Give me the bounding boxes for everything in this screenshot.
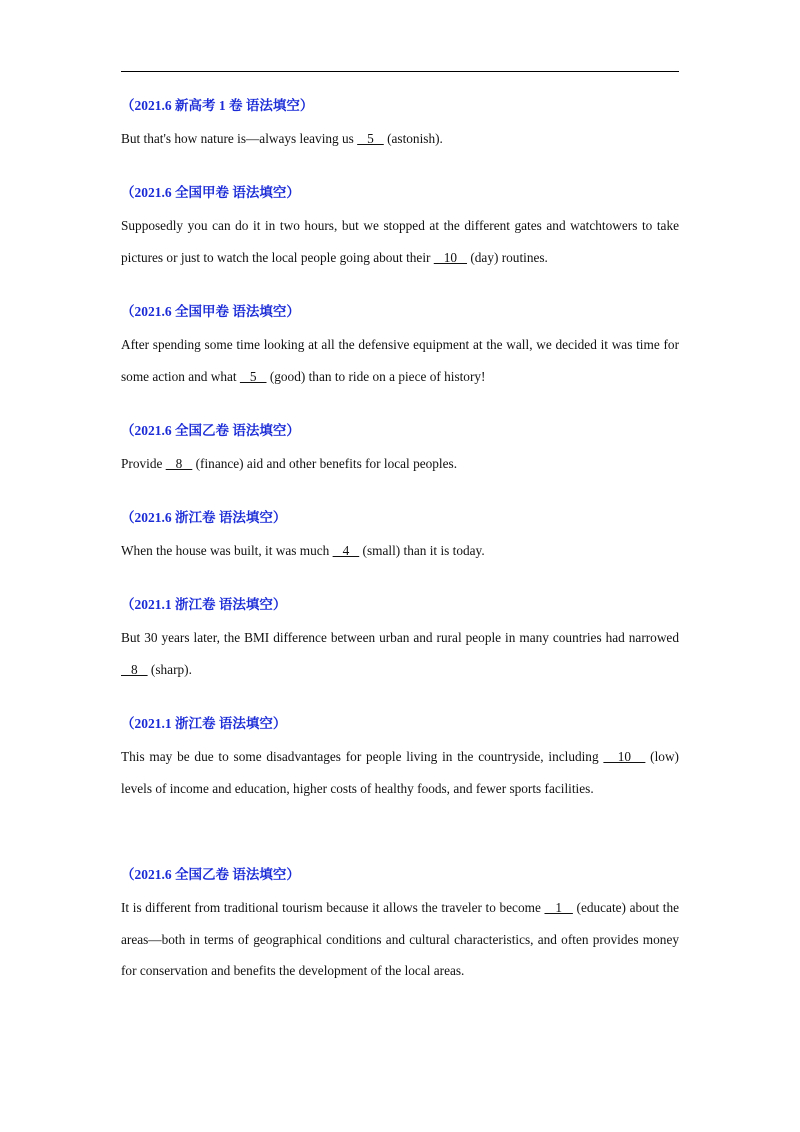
question-text — [121, 329, 679, 392]
question-source-heading: （2021.1 浙江卷 语法填空） — [121, 597, 287, 612]
text-after-blank: (sharp). — [147, 661, 192, 677]
question-block-7 — [121, 714, 679, 804]
text-before-blank: But 30 years later, the BMI difference between urban and rural people in many countries had narrowed — [121, 630, 679, 645]
answer-blank: 8 — [121, 661, 148, 677]
question-block-4 — [121, 421, 679, 480]
answer-blank: 8 — [165, 456, 193, 471]
question-block-2 — [121, 183, 679, 273]
text-before-blank: But that's how nature is—always leaving us — [121, 131, 358, 146]
question-block-5 — [121, 508, 679, 567]
text-before-blank: Provide — [121, 456, 166, 471]
answer-blank: 1 — [544, 900, 573, 915]
question-source-heading: （2021.6 全国乙卷 语法填空） — [121, 423, 300, 438]
answer-blank: 5 — [239, 368, 267, 384]
text-before-blank: This may be due to some disadvantages for people living in the countryside, including — [121, 749, 604, 764]
question-source-heading: （2021.6 新高考 1 卷 语法填空） — [121, 98, 314, 113]
text-after-blank: (educate) about the areas—both in terms of geographical conditions and cultural characteristics, and often provides money for conservation and benefits the development of the local areas. — [121, 900, 680, 979]
text-before-blank: After spending some time looking at all the defensive equipment at the wall, we decided it was time for some action and what — [121, 337, 679, 384]
header-rule — [121, 71, 679, 72]
question-text — [121, 123, 679, 155]
answer-blank: 5 — [357, 131, 384, 146]
answer-blank: 4 — [332, 543, 360, 558]
question-text — [121, 535, 679, 567]
question-source-heading: （2021.6 全国甲卷 语法填空） — [121, 304, 300, 319]
text-after-blank: (astonish). — [383, 131, 443, 146]
text-before-blank: It is different from traditional tourism because it allows the traveler to become — [121, 900, 545, 915]
question-block-8 — [121, 865, 679, 987]
text-after-blank: (finance) aid and other benefits for local peoples. — [192, 456, 458, 471]
question-block-1 — [121, 96, 679, 155]
question-text — [121, 741, 679, 804]
question-block-3 — [121, 302, 679, 392]
text-before-blank: Supposedly you can do it in two hours, but we stopped at the different gates and watchtowers to take pictures or just to watch the local people going about their — [121, 218, 679, 265]
text-after-blank: (small) than it is today. — [359, 543, 485, 558]
answer-blank: 10 — [433, 249, 468, 265]
text-before-blank: When the house was built, it was much — [121, 543, 333, 558]
answer-blank: 10 — [603, 749, 646, 764]
question-source-heading: （2021.6 全国乙卷 语法填空） — [121, 867, 300, 882]
question-source-heading: （2021.1 浙江卷 语法填空） — [121, 716, 287, 731]
question-text — [121, 622, 679, 685]
text-after-blank: (low) levels of income and education, higher costs of healthy foods, and fewer sports facilities. — [121, 749, 679, 796]
question-source-heading: （2021.6 全国甲卷 语法填空） — [121, 185, 300, 200]
question-text — [121, 210, 679, 273]
text-after-blank: (day) routines. — [467, 249, 548, 265]
question-source-heading: （2021.6 浙江卷 语法填空） — [121, 510, 287, 525]
question-text — [121, 448, 679, 480]
question-block-6 — [121, 595, 679, 685]
question-text — [121, 892, 679, 987]
text-after-blank: (good) than to ride on a piece of history! — [266, 368, 486, 384]
